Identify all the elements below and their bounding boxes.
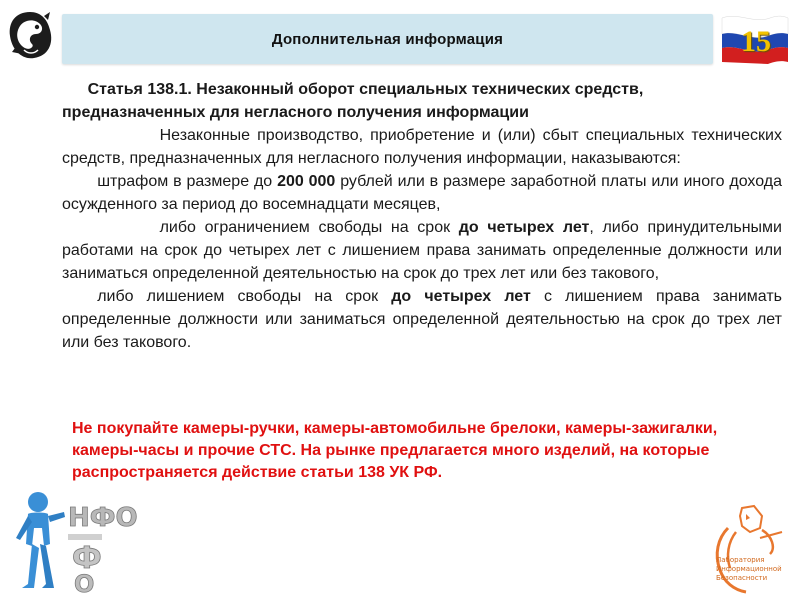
restriction-text-before: либо ограничением свободы на срок — [159, 219, 459, 236]
article-restriction — [62, 216, 782, 285]
person-with-letters-icon — [12, 488, 138, 598]
imprisonment-text-before: либо лишением свободы на срок — [97, 288, 392, 305]
imprisonment-text-after: с лишением права занимать определенные должности или заниматься определенной деятельностью на срок до трех лет или без такового. — [62, 288, 782, 351]
article-heading: Статья 138.1. Незаконный оборот специальных технических средств, предназначенных для негласного получения информации — [62, 81, 644, 121]
figure-letters: НФО — [68, 503, 138, 533]
dragon-logo-icon — [4, 8, 56, 64]
restriction-term: до четырех лет — [458, 219, 590, 236]
article-body — [62, 78, 782, 354]
warning-text: Не покупайте камеры-ручки, камеры-автомобильне брелоки, камеры-зажигалки, камеры-часы и прочие СТС. На рынке предлагается много изделий, на которые распространяется действие статьи 138 УК РФ. — [72, 420, 718, 481]
page-title: Дополнительная информация — [271, 30, 504, 48]
svg-text:Ф: Ф — [72, 541, 102, 576]
imprisonment-term: до четырех лет — [391, 288, 531, 305]
article-fine — [62, 170, 782, 216]
restriction-text-after: , либо принудительными работами на срок до четырех лет с лишением права занимать определенные должности или заниматься определенной деятельностью на срок до трех лет или без такового, — [62, 219, 782, 282]
header-bar — [62, 14, 713, 64]
fine-text-before: штрафом в размере до — [97, 173, 278, 190]
fine-text-after: рублей или в размере заработной платы или иного дохода осужденного за период до восемнадцати месяцев, — [62, 173, 783, 213]
lab-logo-caption: Лаборатория Информационной Безопасности — [716, 556, 782, 582]
article-intro: Незаконные производство, приобретение и (или) сбыт специальных технических средств, предназначенных для негласного получения информации, наказываются: — [62, 127, 782, 167]
fine-amount: 200 000 — [277, 173, 336, 190]
svg-text:О: О — [74, 570, 95, 598]
page-number: 15 — [741, 25, 771, 58]
article-imprisonment — [62, 285, 782, 354]
